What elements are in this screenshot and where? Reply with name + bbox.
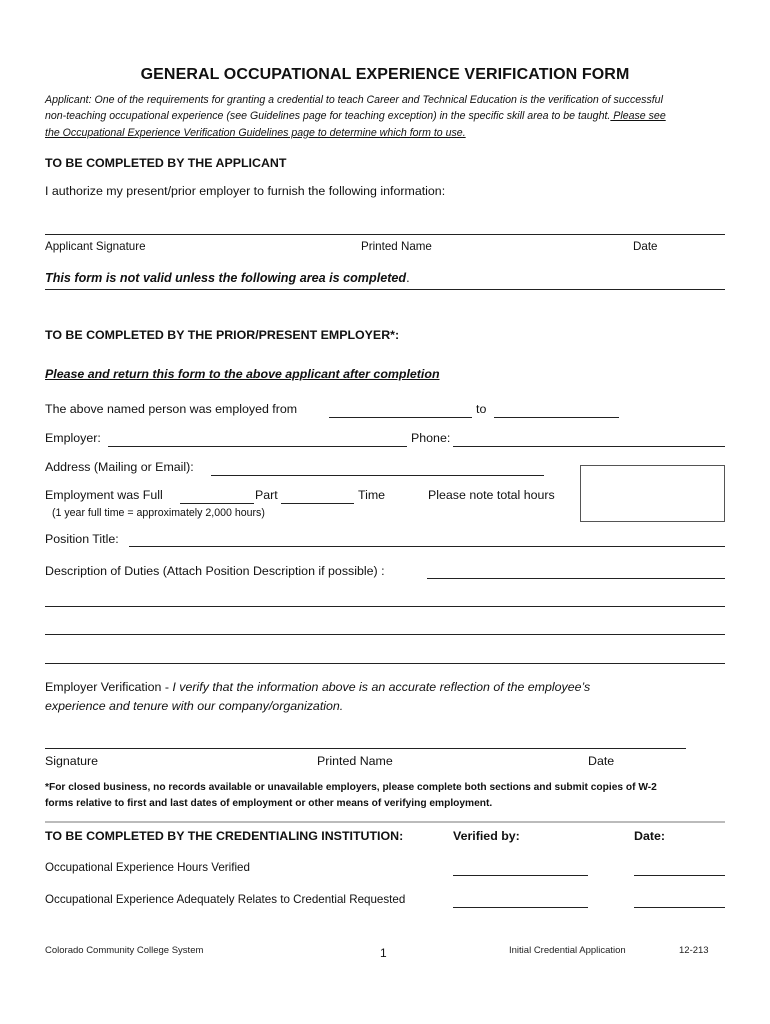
applicant-signature-line[interactable] xyxy=(45,234,725,235)
hours-verified-by-field[interactable] xyxy=(453,875,588,876)
employed-to-field[interactable] xyxy=(494,417,619,418)
employer-date-label: Date xyxy=(588,754,615,768)
employer-field[interactable] xyxy=(108,446,407,447)
employer-signature-line[interactable] xyxy=(45,748,686,749)
relates-label: Occupational Experience Adequately Relates to Credential Requested xyxy=(45,893,406,906)
fulltime-note: (1 year full time = approximately 2,000 hours) xyxy=(52,507,265,519)
closed-business-note: *For closed business, no records available or unavailable employers, please complete both sections and submit copies of W-2 forms relative to first and last dates of employment or other means of verifying employment. xyxy=(45,782,657,809)
duties-field-line-4[interactable] xyxy=(45,663,725,664)
footer-code: 12-213 xyxy=(679,945,709,956)
verification-text-1: I verify that the information above is an accurate reflection of the employee’s xyxy=(172,680,591,694)
applicant-date-label: Date xyxy=(633,240,658,253)
employer-verification xyxy=(45,678,725,716)
authorize-text: I authorize my present/prior employer to furnish the following information: xyxy=(45,184,446,198)
verification-label: Employer Verification - xyxy=(45,680,173,694)
position-title-label: Position Title: xyxy=(45,532,119,546)
duties-field-line-2[interactable] xyxy=(45,606,725,607)
address-label: Address (Mailing or Email): xyxy=(45,460,194,474)
total-hours-label: Please note total hours xyxy=(428,488,555,502)
part-label: Part xyxy=(255,488,278,502)
section-divider xyxy=(45,289,725,290)
part-time-field[interactable] xyxy=(281,503,354,504)
footer-page-number: 1 xyxy=(380,946,387,960)
intro-line-1: Applicant: One of the requirements for granting a credential to teach Career and Technical Education is the verification of successful xyxy=(45,94,663,106)
validity-note: This form is not valid unless the following area is completed. xyxy=(45,271,410,285)
applicant-heading: TO BE COMPLETED BY THE APPLICANT xyxy=(45,156,287,170)
institution-heading: TO BE COMPLETED BY THE CREDENTIALING INSTITUTION: xyxy=(45,829,404,843)
full-time-field[interactable] xyxy=(180,503,254,504)
position-title-field[interactable] xyxy=(129,546,725,547)
total-hours-box[interactable] xyxy=(580,465,725,522)
duties-field-line-3[interactable] xyxy=(45,634,725,635)
verified-by-header: Verified by: xyxy=(453,829,520,843)
employer-heading: TO BE COMPLETED BY THE PRIOR/PRESENT EMPLOYER*: xyxy=(45,328,400,342)
relates-date-field[interactable] xyxy=(634,907,725,908)
duties-label: Description of Duties (Attach Position Description if possible) : xyxy=(45,564,385,578)
employed-from-label: The above named person was employed from xyxy=(45,402,298,416)
intro-line-3[interactable]: the Occupational Experience Verification Guidelines page to determine which form to use. xyxy=(45,126,466,139)
employment-full-label: Employment was Full xyxy=(45,488,163,502)
intro-line-2: non-teaching occupational experience (see Guidelines page for teaching exception) in the specific skill area to be taught. Please see xyxy=(45,110,666,123)
employer-printed-name-label: Printed Name xyxy=(317,754,393,768)
phone-label: Phone: xyxy=(411,431,451,445)
institution-divider xyxy=(45,821,725,823)
time-label: Time xyxy=(358,488,386,502)
applicant-signature-label: Applicant Signature xyxy=(45,240,146,253)
intro-paragraph xyxy=(45,92,725,141)
footer-org: Colorado Community College System xyxy=(45,945,204,956)
employer-label: Employer: xyxy=(45,431,101,445)
employer-instruction: Please and return this form to the above applicant after completion xyxy=(45,367,440,381)
applicant-printed-name-label: Printed Name xyxy=(361,240,432,253)
guidelines-link[interactable]: Please see xyxy=(610,110,666,123)
employed-to-label: to xyxy=(476,402,487,416)
hours-verified-label: Occupational Experience Hours Verified xyxy=(45,861,250,874)
employer-signature-label: Signature xyxy=(45,754,99,768)
relates-verified-by-field[interactable] xyxy=(453,907,588,908)
hours-verified-date-field[interactable] xyxy=(634,875,725,876)
duties-field-line-1[interactable] xyxy=(427,578,725,579)
verification-text-2: experience and tenure with our company/organization. xyxy=(45,699,344,713)
address-field[interactable] xyxy=(211,475,544,476)
employed-from-field[interactable] xyxy=(329,417,472,418)
footer-doc: Initial Credential Application xyxy=(509,945,626,956)
phone-field[interactable] xyxy=(453,446,725,447)
form-title: GENERAL OCCUPATIONAL EXPERIENCE VERIFICATION FORM xyxy=(140,66,630,83)
institution-date-header: Date: xyxy=(634,829,665,843)
